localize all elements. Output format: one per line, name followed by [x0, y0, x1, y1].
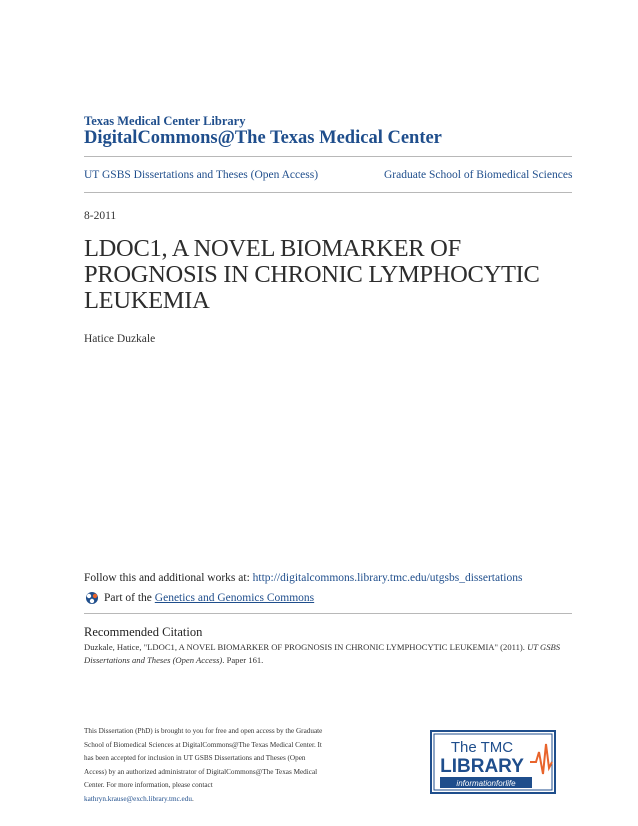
- collection-url-link[interactable]: http://digitalcommons.library.tmc.edu/utgsbs_dissertations: [252, 572, 523, 584]
- citation-end: . Paper 161.: [222, 655, 264, 665]
- repository-name[interactable]: DigitalCommons@The Texas Medical Center: [84, 128, 442, 148]
- citation-heading: Recommended Citation: [84, 625, 203, 639]
- network-commons-icon: [84, 590, 100, 606]
- document-title: LDOC1, A NOVEL BIOMARKER OF PROGNOSIS IN CHRONIC LYMPHOCYTIC LEUKEMIA: [84, 235, 540, 314]
- collection-divider: [84, 192, 572, 193]
- collection-link[interactable]: UT GSBS Dissertations and Theses (Open Access): [84, 169, 319, 181]
- follow-line: [84, 572, 522, 584]
- commons-link[interactable]: Genetics and Genomics Commons: [154, 592, 315, 604]
- school-link[interactable]: Graduate School of Biomedical Sciences: [384, 169, 573, 181]
- author-name: Hatice Duzkale: [84, 333, 156, 345]
- part-of-prefix: Part of the: [104, 592, 152, 604]
- publication-date: 8-2011: [84, 210, 117, 222]
- tmc-library-logo: [430, 730, 556, 794]
- institution-name: Texas Medical Center Library: [84, 114, 246, 128]
- logo-line1: The TMC: [450, 739, 514, 756]
- citation-series: UT GSBS Dissertations and Theses (Open Access): [84, 642, 561, 665]
- follow-prefix: Follow this and additional works at:: [84, 572, 253, 584]
- logo-tagline: informationforlife: [456, 779, 516, 788]
- access-notice: [84, 725, 324, 806]
- citation-body: Duzkale, Hatice, "LDOC1, A NOVEL BIOMARKER OF PROGNOSIS IN CHRONIC LYMPHOCYTIC LEUKEMIA" (2011).: [84, 642, 528, 652]
- notice-body: This Dissertation (PhD) is brought to you for free and open access by the Graduate School of Biomedical Sciences at DigitalCommons@The Texas Medical Center. It has been accepted for inclusion in UT GSBS Dissertations and Theses (Open Access) by an authorized administrator of DigitalCommons@The Texas Medical Center. For more information, please contact: [84, 727, 323, 789]
- citation-divider: [84, 613, 572, 614]
- part-of-line: [84, 590, 314, 606]
- contact-email-link[interactable]: kathryn.krause@exch.library.tmc.edu: [84, 794, 192, 803]
- header-divider: [84, 156, 572, 157]
- citation-text: [84, 641, 564, 667]
- notice-end: .: [191, 794, 194, 803]
- logo-line2: LIBRARY: [440, 756, 524, 777]
